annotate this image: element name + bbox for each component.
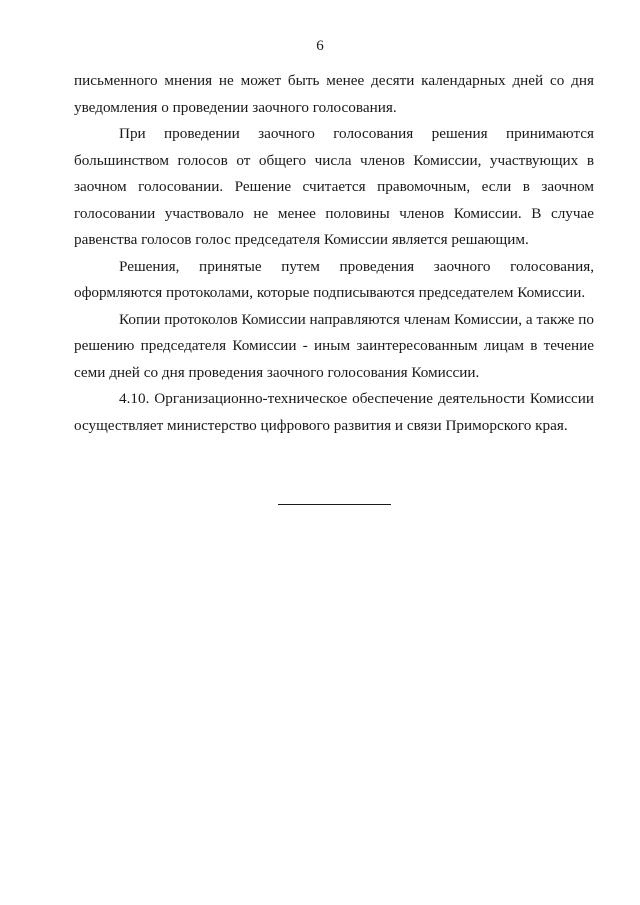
document-body xyxy=(74,68,594,439)
paragraph-protocol-copies: Копии протоколов Комиссии направляются членам Комиссии, а также по решению председателя Комиссии - иным заинтересованным лицам в течение семи дней со дня проведения заочного голосования Комиссии. xyxy=(74,310,594,381)
paragraph-continuation: письменного мнения не может быть менее десяти календарных дней со дня уведомления о проведении заочного голосования. xyxy=(74,72,594,116)
paragraph-protocols: Решения, принятые путем проведения заочного голосования, оформляются протоколами, которые подписываются председателем Комиссии. xyxy=(74,257,594,301)
closing-divider xyxy=(278,504,391,505)
page-number: 6 xyxy=(316,38,324,54)
paragraph-voting-decisions: При проведении заочного голосования решения принимаются большинством голосов от общего числа членов Комиссии, участвующих в заочном голосовании. Решение считается правомочным, если в заочном голосовании участвовало не менее половины членов Комиссии. В случае равенства голосов голос председателя Комиссии является решающим. xyxy=(74,125,594,248)
paragraph-section-4-10: 4.10. Организационно-техническое обеспечение деятельности Комиссии осуществляет министерство цифрового развития и связи Приморского края. xyxy=(74,390,594,434)
